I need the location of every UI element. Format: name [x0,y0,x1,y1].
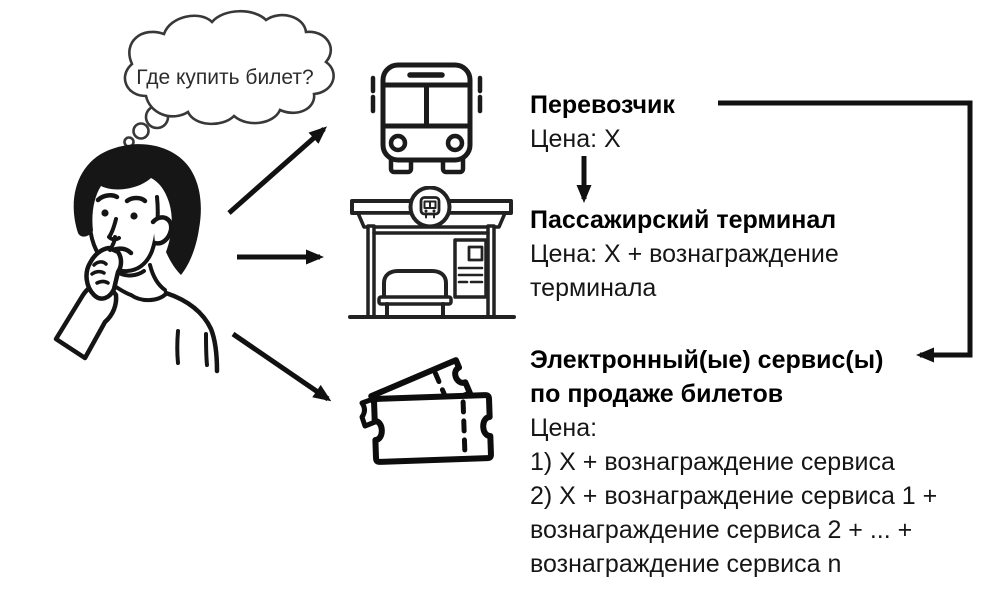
tickets-icon [352,348,512,483]
terminal-title: Пассажирский терминал [530,206,837,234]
bus-icon [366,50,496,176]
services-title-line: по продаже билетов [530,380,784,408]
front-ticket [374,395,491,462]
terminal-price-line: терминала [530,274,657,302]
section-carrier [530,88,675,156]
person-eye [130,212,137,219]
person-finger-line [97,282,108,284]
person-shirt-fold [177,331,178,363]
section-terminal [530,203,839,305]
services-title-line: Электронный(ые) сервис(ы) [530,346,884,374]
person-collar [131,294,166,300]
services-price-line: 1) X + вознаграждение сервиса [530,448,895,476]
carrier-title: Перевозчик [530,91,675,119]
bus-stop-icon [346,186,518,322]
services-price-line: 2) X + вознаграждение сервиса 1 + [530,482,938,510]
person-neck-line [150,265,165,290]
person-eye [101,209,108,216]
person-ear [153,217,171,243]
person-shoulder-right [166,293,217,371]
terminal-price-line: Цена: X + вознаграждение [530,240,839,268]
services-price-line: вознаграждение сервиса n [530,550,842,578]
services-price-line: Цена: [530,414,598,442]
thought-bubble-text: Где купить билет? [136,66,314,89]
person-shirt-fold [206,334,207,365]
carrier-price-line: Цена: X [530,125,621,153]
thinking-person-illustration [15,125,255,375]
services-price-line: вознаграждение сервиса 2 + ... + [530,516,913,544]
section-services [530,343,937,581]
